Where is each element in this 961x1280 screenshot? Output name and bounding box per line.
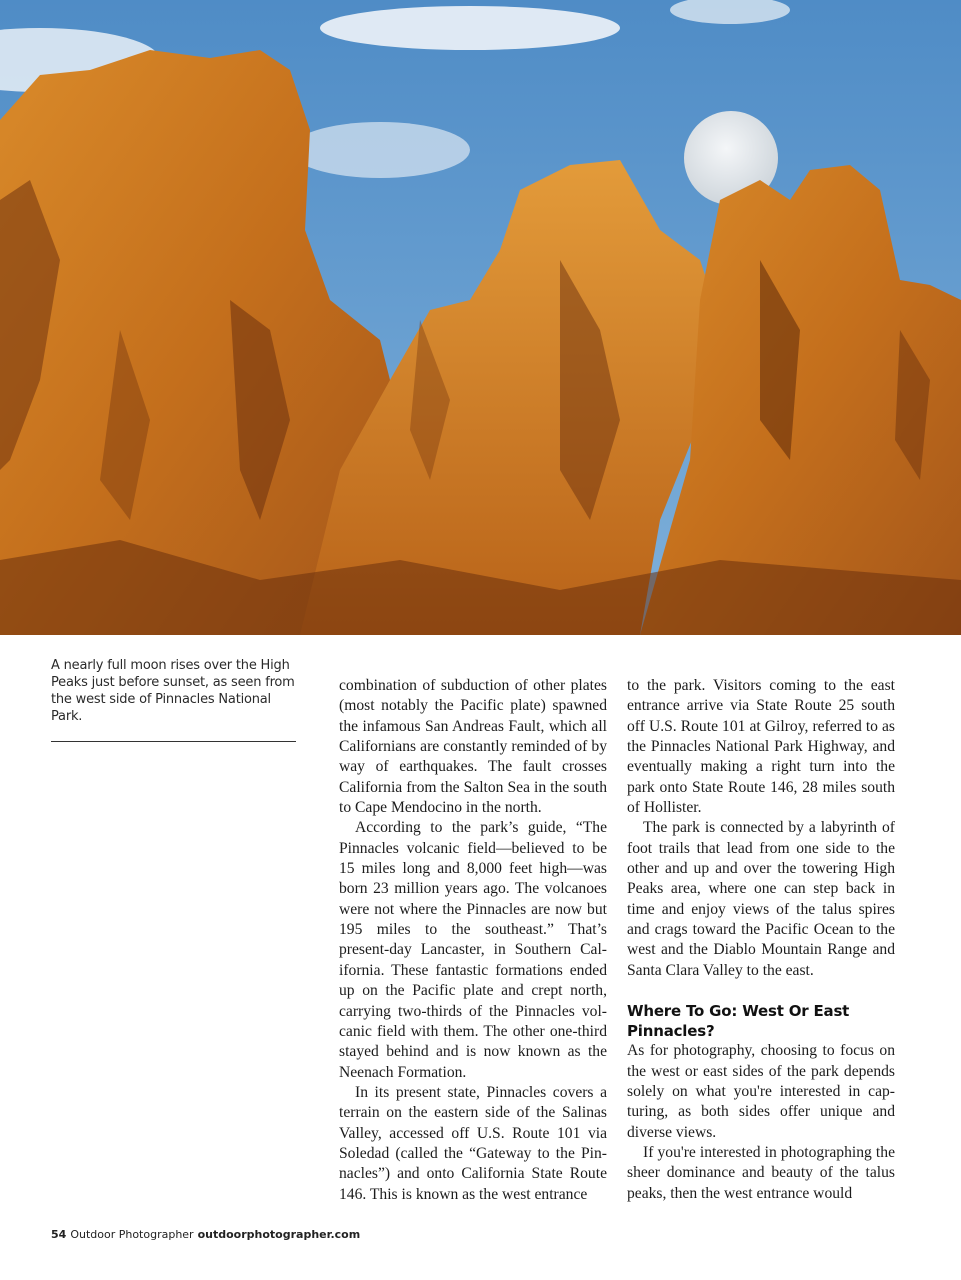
hero-photo xyxy=(0,0,961,635)
paragraph: As for photography, choosing to focus on the west or east sides of the park depends solely on what you're interested in capturing, as both sides offer unique and diverse views. xyxy=(627,1042,895,1141)
paragraph: to the park. Visitors coming to the east entrance arrive via State Route 25 south off U.S. Route 101 at Gilroy, referred to as the Pinnacles National Park Highway, and eventually making a right turn into the park onto State Route 146, 28 miles south of Hollister. xyxy=(627,677,895,817)
magazine-name: Outdoor Photographer xyxy=(70,1228,194,1241)
paragraph: combination of subduction of other plates (most notably the Pacific plate) spawned the infamous San Andreas Fault, which all Californians are constantly reminded of by way of earthquakes. The fault crosses California from the Salton Sea in the south to Cape Mendocino in the north. xyxy=(339,677,607,817)
article-column-right xyxy=(627,676,895,1204)
page-footer xyxy=(51,1228,360,1241)
page-number: 54 xyxy=(51,1228,67,1241)
article-column-middle xyxy=(339,676,607,1205)
paragraph: According to the park’s guide, “The Pinnacles volcanic field—believed to be 15 miles long and 8,000 feet high—was born 23 million years ago. The volcanoes were not where the Pinnacles are now but 195 miles to the southeast.” That’s present-day Lancaster, in Southern California. These fantastic formations ended up on the Pacific plate and crept north, carrying two-thirds of the Pinnacles volcanic field with them. The other one-third stayed behind and is now known as the Neenach Formation. xyxy=(339,819,607,1081)
paragraph: The park is connected by a labyrinth of foot trails that lead from one side to the other and up and over the towering High Peaks area, where one can step back in time and enjoy views of the talus spires and crags toward the Pacific Ocean to the west and the Diablo Mountain Range and Santa Clara Valley to the east. xyxy=(627,819,895,979)
paragraph: In its present state, Pinnacles covers a terrain on the eastern side of the Salinas Valley, accessed off U.S. Route 101 via Soledad (called the “Gateway to the Pinnacles”) and onto California State Route 146. This is known as the west entrance xyxy=(339,1083,607,1203)
photo-caption: A nearly full moon rises over the High Peaks just before sunset, as seen from the west side of Pinnacles National Park. xyxy=(51,658,295,724)
website-link[interactable]: outdoorphotographer.com xyxy=(197,1228,361,1241)
section-heading: Where To Go: West Or East Pinnacles? xyxy=(627,1002,850,1041)
caption-divider xyxy=(51,741,296,742)
paragraph: If you're interested in photographing the sheer dominance and beauty of the talus peaks, then the west entrance would xyxy=(627,1143,895,1202)
